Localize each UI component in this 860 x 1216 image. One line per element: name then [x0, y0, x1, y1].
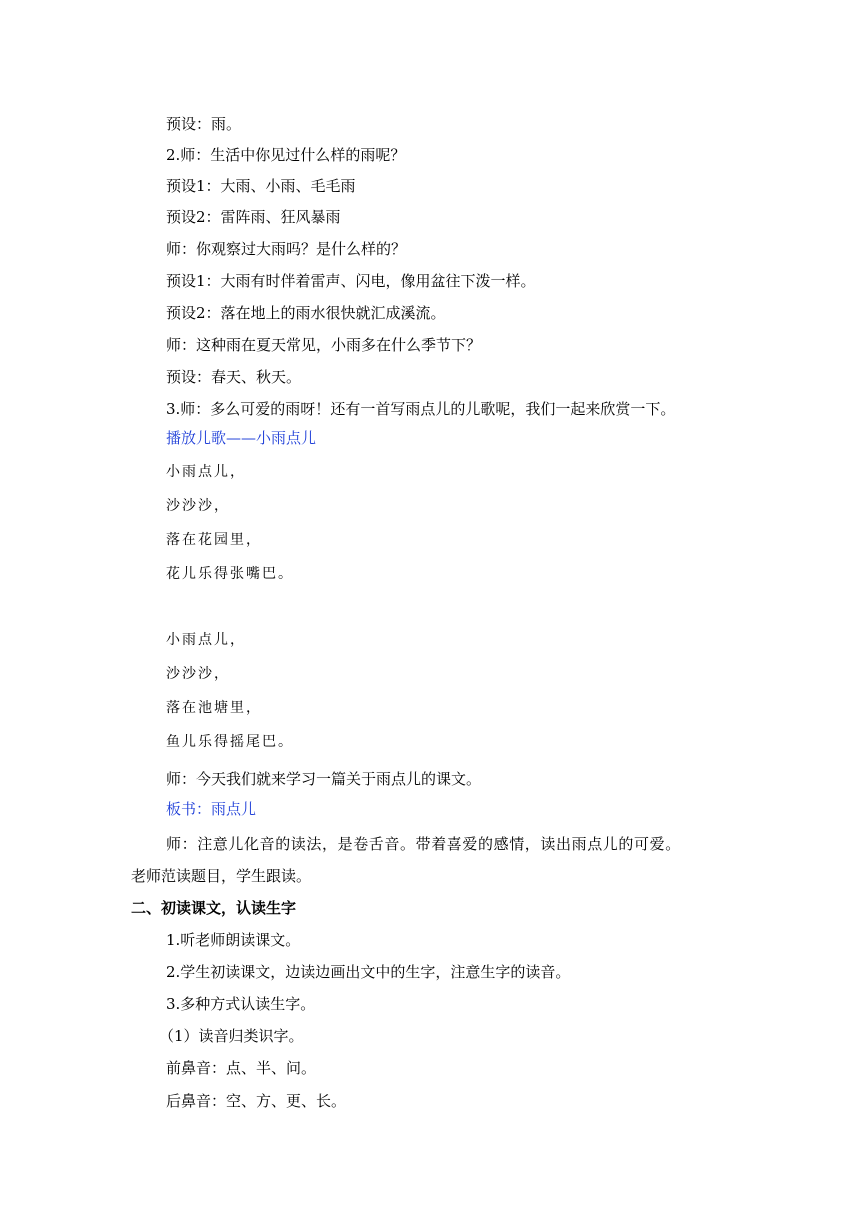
song-line: 花儿乐得张嘴巴。 — [166, 566, 294, 582]
song-line: 小雨点儿， — [166, 464, 246, 480]
text-line: 后鼻音：空、方、更、长。 — [166, 1092, 347, 1110]
text-line: 2.师：生活中你见过什么样的雨呢？ — [166, 146, 406, 164]
song-line: 小雨点儿， — [166, 632, 246, 648]
text-line: 预设1：大雨、小雨、毛毛雨 — [166, 177, 356, 195]
text-line: 前鼻音：点、半、问。 — [166, 1059, 317, 1077]
song-line: 鱼儿乐得摇尾巴。 — [166, 734, 294, 750]
text-line: 2.学生初读课文，边读边画出文中的生字，注意生字的读音。 — [166, 963, 571, 981]
blackboard-note: 板书：雨点儿 — [166, 800, 257, 818]
text-line: 3.师：多么可爱的雨呀！还有一首写雨点儿的儿歌呢，我们一起来欣赏一下。 — [166, 400, 676, 418]
section-heading: 二、初读课文，认读生字 — [131, 899, 297, 917]
text-line: 1.听老师朗读课文。 — [166, 931, 301, 949]
text-line: 预设2：落在地上的雨水很快就汇成溪流。 — [166, 304, 446, 322]
text-line: 预设2：雷阵雨、狂风暴雨 — [166, 208, 341, 226]
song-line: 落在花园里， — [166, 532, 262, 548]
text-line: 预设1：大雨有时伴着雷声、闪电，像用盆往下泼一样。 — [166, 272, 536, 290]
text-line: 预设：春天、秋天。 — [166, 368, 302, 386]
song-heading: 播放儿歌——小雨点儿 — [166, 429, 317, 447]
text-line: 师：今天我们就来学习一篇关于雨点儿的课文。 — [166, 770, 482, 788]
song-line: 沙沙沙， — [166, 666, 230, 682]
text-line: 老师范读题目，学生跟读。 — [131, 867, 312, 885]
text-line: （1）读音归类识字。 — [159, 1027, 304, 1045]
text-line: 师：这种雨在夏天常见，小雨多在什么季节下？ — [166, 336, 482, 354]
text-line: 3.多种方式认读生字。 — [166, 995, 316, 1013]
text-line: 预设：雨。 — [166, 115, 242, 133]
song-line: 沙沙沙， — [166, 498, 230, 514]
text-line: 师：你观察过大雨吗？是什么样的？ — [166, 240, 407, 258]
song-line: 落在池塘里， — [166, 700, 262, 716]
text-line: 师：注意儿化音的读法，是卷舌音。带着喜爱的感情，读出雨点儿的可爱。 — [166, 835, 681, 853]
